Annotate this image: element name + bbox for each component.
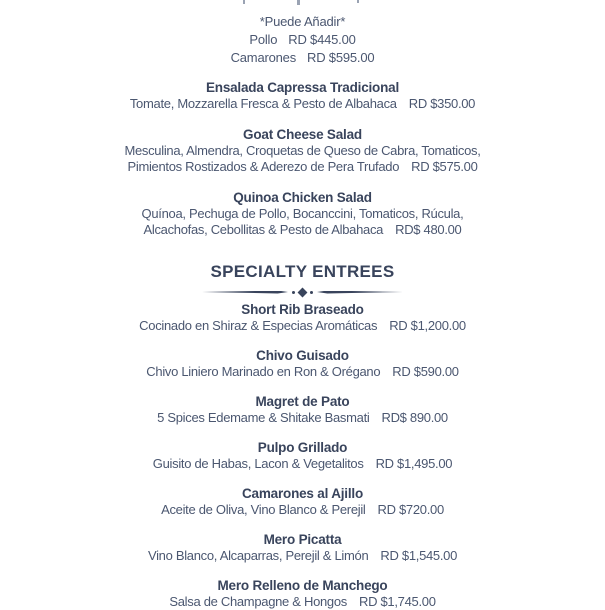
dish-name: Quinoa Chicken Salad [233,190,372,205]
divider-dot [310,291,313,294]
menu-item [0,532,605,564]
addon-item [0,49,605,67]
section-title: SPECIALTY ENTREES [210,262,395,281]
menu-item [0,348,605,380]
dish-price: RD $575.00 [411,159,478,174]
salads-block [0,80,605,238]
dish-description: Mesculina, Almendra, Croquetas de Queso de Cabra, Tomaticos, [124,143,481,158]
divider-line-left [202,291,288,294]
dish-price: RD $1,200.00 [389,318,466,333]
addon-item [0,31,605,49]
dish-name: Magret de Pato [255,394,350,409]
section-divider [0,288,605,296]
dish-name: Mero Picatta [263,532,342,547]
dish-description: Guisito de Habas, Lacon & Vegetalitos RD $1,495.00 [152,456,453,471]
clipped-line-remnant [357,0,359,3]
menu-item [0,190,605,238]
dish-price: RD$ 890.00 [381,410,448,425]
dish-description: Alcachofas, Cebollitas & Pesto de Albahaca RD$ 480.00 [143,222,462,237]
menu-item [0,80,605,112]
dish-description: Salsa de Champagne & Hongos RD $1,745.00 [169,594,436,609]
dish-name: Ensalada Capressa Tradicional [205,80,400,95]
dish-name: Pulpo Grillado [257,440,348,455]
dish-price: RD $1,545.00 [380,548,458,563]
dish-price: RD $1,745.00 [359,594,436,609]
addon-price: RD $445.00 [288,32,356,47]
dish-name: Goat Cheese Salad [243,127,362,142]
menu-item [0,394,605,426]
dish-price: RD $1,495.00 [375,456,453,471]
dish-name: Short Rib Braseado [241,302,364,317]
menu-item [0,127,605,175]
dish-name: Camarones al Ajillo [242,486,363,501]
menu-item [0,302,605,334]
dish-description: Tomate, Mozzarella Fresca & Pesto de Albahaca RD $350.00 [129,96,476,111]
menu-item [0,440,605,472]
entrees-block [0,302,605,610]
divider-diamond-icon [298,287,308,297]
clipped-line-remnant [243,0,245,4]
dish-price: RD $720.00 [377,502,444,517]
addons-title: *Puede Añadir* [259,14,346,29]
dish-description: Pimientos Rostizados & Aderezo de Pera Trufado RD $575.00 [127,159,478,174]
dish-description: 5 Spices Edemame & Shitake Basmati RD$ 890.00 [157,410,448,425]
dish-description: Cocinado en Shiraz & Especias Aromáticas RD $1,200.00 [139,318,466,333]
addons-block [0,13,605,67]
dish-description: Chivo Liniero Marinado en Ron & Orégano RD $590.00 [146,364,459,379]
menu-item [0,486,605,518]
addon-price: RD $595.00 [307,50,375,65]
menu-item [0,578,605,610]
addon-name: Camarones [230,50,296,65]
dish-name: Mero Relleno de Manchego [217,578,388,593]
addon-name: Pollo [249,32,278,47]
dish-price: RD $350.00 [408,96,476,111]
dish-description: Quínoa, Pechuga de Pollo, Bocanccini, Tomaticos, Rúcula, [141,206,464,221]
dish-description: Vino Blanco, Alcaparras, Perejil & Limón RD $1,545.00 [147,548,458,563]
dish-description: Aceite de Oliva, Vino Blanco & Perejil RD $720.00 [161,502,444,517]
dish-price: RD$ 480.00 [395,222,462,237]
divider-dot [292,291,295,294]
divider-line-right [317,291,403,294]
dish-price: RD $590.00 [392,364,459,379]
dish-name: Chivo Guisado [256,348,349,363]
clipped-line-remnant [297,0,300,5]
